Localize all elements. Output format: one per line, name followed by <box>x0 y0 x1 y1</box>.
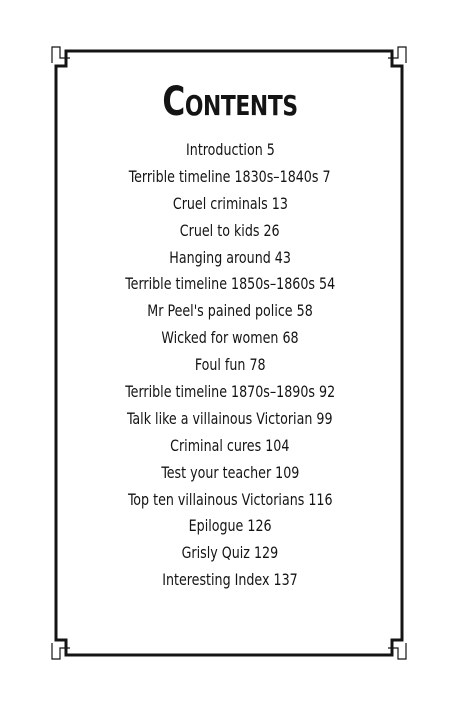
entry-page-number: 137 <box>273 570 298 590</box>
contents-entry <box>0 137 460 164</box>
contents-entry <box>0 433 460 460</box>
contents-list <box>0 137 460 594</box>
entry-page-number: 78 <box>249 355 266 375</box>
contents-entry <box>0 513 460 540</box>
entry-page-number: 58 <box>296 301 313 321</box>
entry-title: Hanging around <box>169 247 271 267</box>
entry-title: Introduction <box>185 140 263 159</box>
entry-page-number: 7 <box>322 166 331 186</box>
entry-title: Grisly Quiz <box>181 543 251 563</box>
entry-page-number: 99 <box>316 408 333 428</box>
entry-title: Test your teacher <box>161 462 271 482</box>
contents-entry <box>0 164 460 191</box>
entry-page-number: 109 <box>274 462 299 482</box>
entry-title: Terrible timeline 1870s–1890s <box>125 382 315 402</box>
entry-title: Top ten villainous Victorians <box>127 489 305 509</box>
entry-title: Mr Peel's pained police <box>147 301 293 321</box>
contents-entry <box>0 298 460 325</box>
entry-page-number: 68 <box>282 328 299 348</box>
entry-title: Foul fun <box>194 355 246 375</box>
entry-title: Interesting Index <box>162 570 270 590</box>
entry-page-number: 116 <box>308 489 333 509</box>
contents-entry <box>0 567 460 594</box>
entry-title: Criminal cures <box>170 435 262 455</box>
entry-page-number: 92 <box>318 382 335 402</box>
entry-page-number: 126 <box>247 516 272 536</box>
entry-title: Cruel to kids <box>180 220 260 240</box>
contents-entry <box>0 406 460 433</box>
entry-page-number: 104 <box>265 435 290 455</box>
contents-entry <box>0 325 460 352</box>
contents-entry <box>0 218 460 245</box>
contents-entry <box>0 487 460 514</box>
entry-page-number: 26 <box>263 220 280 240</box>
entry-title: Epilogue <box>188 516 244 536</box>
page-title: Contents <box>162 79 298 125</box>
entry-title: Cruel criminals <box>172 193 268 213</box>
entry-page-number: 5 <box>266 140 275 159</box>
contents-entry <box>0 191 460 218</box>
contents-entry <box>0 540 460 567</box>
entry-page-number: 13 <box>271 193 288 213</box>
contents-entry <box>0 379 460 406</box>
entry-page-number: 54 <box>318 274 335 294</box>
entry-title: Terrible timeline 1830s–1840s <box>129 166 319 186</box>
entry-title: Talk like a villainous Victorian <box>127 408 313 428</box>
entry-page-number: 129 <box>254 543 279 563</box>
contents-entry <box>0 460 460 487</box>
contents-entry <box>0 245 460 272</box>
entry-page-number: 43 <box>274 247 291 267</box>
contents-entry <box>0 271 460 298</box>
entry-title: Wicked for women <box>161 328 279 348</box>
contents-entry <box>0 352 460 379</box>
entry-title: Terrible timeline 1850s–1860s <box>125 274 315 294</box>
